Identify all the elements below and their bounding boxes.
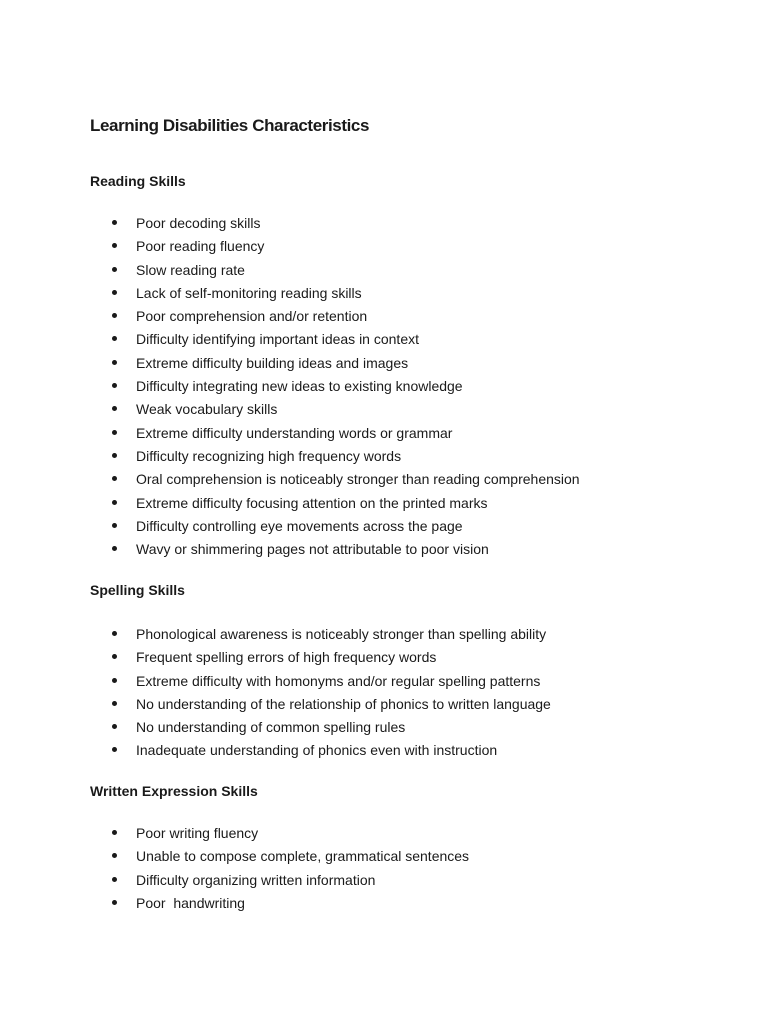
bullet-icon — [112, 360, 117, 365]
list-item-text: Difficulty identifying important ideas in context — [136, 331, 419, 348]
list-item — [112, 846, 469, 869]
list-item — [112, 647, 551, 670]
bullet-icon — [112, 313, 117, 318]
list-item-text: Phonological awareness is noticeably stronger than spelling ability — [136, 626, 547, 642]
list-item — [112, 283, 580, 306]
written-expression-skills-list — [112, 823, 469, 916]
list-item — [112, 740, 551, 763]
reading-skills-list — [112, 213, 580, 562]
list-item-text: Extreme difficulty focusing attention on the printed marks — [136, 494, 488, 511]
list-item — [112, 624, 551, 647]
list-item — [112, 493, 580, 516]
bullet-icon — [112, 678, 117, 683]
section-heading-spelling-skills: Spelling Skills — [90, 582, 185, 598]
bullet-icon — [112, 453, 117, 458]
bullet-icon — [112, 877, 117, 882]
list-item — [112, 329, 580, 352]
list-item-text: Inadequate understanding of phonics even with instruction — [136, 742, 498, 759]
bullet-icon — [112, 724, 117, 729]
list-item-text: Poor handwriting — [136, 894, 245, 911]
list-item-text: Slow reading rate — [136, 261, 245, 278]
bullet-icon — [112, 500, 117, 505]
list-item — [112, 306, 580, 329]
list-item — [112, 823, 469, 846]
bullet-icon — [112, 220, 117, 225]
list-item-text: Extreme difficulty with homonyms and/or regular spelling patterns — [136, 672, 541, 689]
section-heading-reading-skills: Reading Skills — [90, 173, 186, 189]
bullet-icon — [112, 900, 117, 905]
list-item-text: Weak vocabulary skills — [136, 401, 278, 418]
list-item-text: Poor comprehension and/or retention — [136, 308, 368, 325]
bullet-icon — [112, 476, 117, 481]
spelling-skills-list — [112, 624, 551, 764]
list-item — [112, 694, 551, 717]
document-title: Learning Disabilities Characteristics — [90, 116, 370, 135]
list-item-text: Lack of self-monitoring reading skills — [136, 284, 362, 301]
bullet-icon — [112, 243, 117, 248]
bullet-icon — [112, 290, 117, 295]
bullet-icon — [112, 747, 117, 752]
list-item-text: Poor decoding skills — [136, 215, 261, 231]
list-item — [112, 671, 551, 694]
list-item — [112, 717, 551, 740]
list-item — [112, 399, 580, 422]
list-item-text: Difficulty recognizing high frequency words — [136, 447, 402, 464]
list-item — [112, 469, 580, 492]
bullet-icon — [112, 654, 117, 659]
list-item-text: Extreme difficulty understanding words or grammar — [136, 424, 453, 441]
bullet-icon — [112, 631, 117, 636]
list-item — [112, 423, 580, 446]
list-item-text: Difficulty organizing written information — [136, 871, 376, 888]
list-item — [112, 870, 469, 893]
list-item-text: Poor writing fluency — [136, 825, 259, 841]
list-item — [112, 213, 580, 236]
list-item — [112, 236, 580, 259]
list-item — [112, 516, 580, 539]
list-item — [112, 376, 580, 399]
bullet-icon — [112, 383, 117, 388]
list-item — [112, 446, 580, 469]
bullet-icon — [112, 853, 117, 858]
list-item-text: No understanding of the relationship of phonics to written language — [136, 695, 551, 712]
bullet-icon — [112, 523, 117, 528]
list-item — [112, 353, 580, 376]
list-item-text: Poor reading fluency — [136, 238, 265, 255]
bullet-icon — [112, 406, 117, 411]
list-item — [112, 260, 580, 283]
list-item-text: Unable to compose complete, grammatical sentences — [136, 848, 470, 865]
list-item — [112, 539, 580, 562]
bullet-icon — [112, 546, 117, 551]
section-heading-written-expression-skills: Written Expression Skills — [90, 783, 258, 799]
bullet-icon — [112, 830, 117, 835]
bullet-icon — [112, 430, 117, 435]
list-item-text: Difficulty controlling eye movements across the page — [136, 517, 463, 534]
list-item — [112, 893, 469, 916]
list-item-text: Wavy or shimmering pages not attributable to poor vision — [136, 541, 489, 558]
list-item-text: Difficulty integrating new ideas to existing knowledge — [136, 378, 463, 395]
bullet-icon — [112, 701, 117, 706]
bullet-icon — [112, 336, 117, 341]
list-item-text: Oral comprehension is noticeably stronger than reading comprehension — [136, 471, 580, 488]
list-item-text: Frequent spelling errors of high frequency words — [136, 649, 437, 666]
list-item-text: Extreme difficulty building ideas and images — [136, 354, 409, 371]
bullet-icon — [112, 267, 117, 272]
list-item-text: No understanding of common spelling rules — [136, 719, 406, 736]
